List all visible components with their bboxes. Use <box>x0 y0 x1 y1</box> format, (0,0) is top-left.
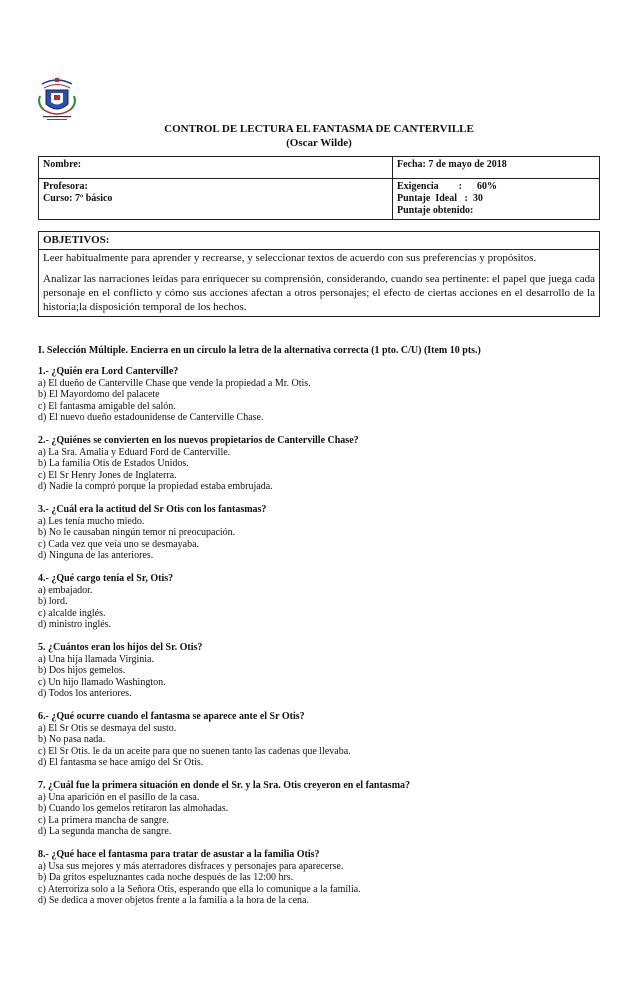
question-title: 6.- ¿Qué ocurre cuando el fantasma se aparece ante el Sr Otis? <box>38 711 305 722</box>
answer-option[interactable]: a) Usa sus mejores y más aterradores disfraces y personajes para aparecerse. <box>38 860 344 872</box>
answer-option[interactable]: a) Una hija llamada Virginia. <box>38 653 154 665</box>
answer-option[interactable]: d) Todos los anteriores. <box>38 688 132 699</box>
question-title: 1.- ¿Quién era Lord Canterville? <box>38 366 179 377</box>
profesora-curso-cell <box>39 179 393 220</box>
answer-option[interactable]: a) El Sr Otis se desmaya del susto. <box>38 722 177 734</box>
exigencia-field: Exigencia : 60% <box>397 181 497 192</box>
answer-option[interactable]: c) Cada vez que veía uno se desmayaba. <box>38 538 200 550</box>
nombre-field[interactable]: Nombre: <box>39 157 393 179</box>
curso-field: Curso: 7º básico <box>43 193 113 204</box>
answer-option[interactable]: d) Nadie la compró porque la propiedad estaba embrujada. <box>38 481 273 492</box>
answer-option[interactable]: a) Les tenía mucho miedo. <box>38 515 145 527</box>
puntaje-obtenido-field[interactable]: Puntaje obtenido: <box>397 205 474 216</box>
question-6 <box>38 711 608 769</box>
answer-option[interactable]: b) lord. <box>38 596 68 607</box>
question-4 <box>38 573 608 631</box>
answer-option[interactable]: b) Da gritos espeluznantes cada noche después de las 12:00 hrs. <box>38 872 294 883</box>
answer-option[interactable]: a) El dueño de Canterville Chase que vende la propiedad a Mr. Otis. <box>38 377 311 389</box>
question-list <box>38 366 608 918</box>
answer-option[interactable]: b) Dos hijos gemelos. <box>38 665 126 676</box>
objective-paragraph: Analizar las narraciones leídas para enriquecer su comprensión, considerando, cuando sea pertinente: el papel que juega cada personaje en el conflicto y cómo sus acciones afectan a otros personajes; el efecto de ciertas acciones en el desarrollo de la historia;la disposición temporal de los hechos. <box>43 273 595 313</box>
answer-option[interactable]: d) El nuevo dueño estadounidense de Canterville Chase. <box>38 412 264 423</box>
objectives-box <box>38 231 600 317</box>
question-title: 4.- ¿Qué cargo tenía el Sr, Otis? <box>38 573 174 584</box>
answer-option[interactable]: d) El fantasma se hace amigo del Sr Otis. <box>38 757 204 768</box>
fecha-field: Fecha: 7 de mayo de 2018 <box>393 157 600 179</box>
answer-option[interactable]: d) Se dedica a mover objetos frente a la familia a la hora de la cena. <box>38 895 309 906</box>
student-info-table <box>38 156 600 220</box>
answer-option[interactable]: c) El Sr Otis. le da un aceite para que no suenen tanto las cadenas que llevaba. <box>38 745 351 757</box>
answer-option[interactable]: c) La primera mancha de sangre. <box>38 814 170 826</box>
objectives-heading: OBJETIVOS: <box>39 232 599 250</box>
question-5 <box>38 642 608 700</box>
answer-option[interactable]: b) El Mayordomo del palacete <box>38 389 160 400</box>
section-instructions: I. Selección Múltiple. Encierra en un círculo la letra de la alternativa correcta (1 pto. C/U) (Item 10 pts.) <box>38 345 481 356</box>
puntaje-ideal-field: Puntaje Ideal : 30 <box>397 193 483 204</box>
answer-option[interactable]: b) No le causaban ningún temor ni preocupación. <box>38 527 236 538</box>
document-subtitle: (Oscar Wilde) <box>286 137 352 149</box>
question-title: 2.- ¿Quiénes se convierten en los nuevos propietarios de Canterville Chase? <box>38 435 359 446</box>
question-8 <box>38 849 608 907</box>
answer-option[interactable]: c) El Sr Henry Jones de Inglaterra. <box>38 469 177 481</box>
question-7 <box>38 780 608 838</box>
answer-option[interactable]: a) Una aparición en el pasillo de la casa. <box>38 791 200 803</box>
answer-option[interactable]: d) Ninguna de las anteriores. <box>38 550 154 561</box>
answer-option[interactable]: b) No pasa nada. <box>38 734 106 745</box>
question-2 <box>38 435 608 493</box>
question-title: 5. ¿Cuántos eran los hijos del Sr. Otis? <box>38 642 203 653</box>
question-1 <box>38 366 608 424</box>
answer-option[interactable]: b) La familia Otis de Estados Unidos. <box>38 458 189 469</box>
answer-option[interactable]: a) embajador. <box>38 584 93 596</box>
objectives-body <box>39 250 599 316</box>
objective-paragraph: Leer habitualmente para aprender y recrearse, y seleccionar textos de acuerdo con sus preferencias y propósitos. <box>43 252 537 264</box>
answer-option[interactable]: a) La Sra. Amalia y Eduard Ford de Canterville. <box>38 446 231 458</box>
answer-option[interactable]: c) alcalde inglés. <box>38 607 106 619</box>
school-logo <box>34 74 80 124</box>
question-title: 3.- ¿Cuál era la actitud del Sr Otis con los fantasmas? <box>38 504 267 515</box>
answer-option[interactable]: d) La segunda mancha de sangre. <box>38 826 172 837</box>
question-title: 8.- ¿Qué hace el fantasma para tratar de asustar a la familia Otis? <box>38 849 320 860</box>
document-title: CONTROL DE LECTURA EL FANTASMA DE CANTERVILLE <box>164 123 474 135</box>
answer-option[interactable]: c) El fantasma amigable del salón. <box>38 400 176 412</box>
answer-option[interactable]: c) Un hijo llamado Washington. <box>38 676 166 688</box>
profesora-field[interactable]: Profesora: <box>43 181 88 192</box>
answer-option[interactable]: d) ministro inglés. <box>38 619 112 630</box>
answer-option[interactable]: b) Cuando los gemelos retiraron las almohadas. <box>38 803 229 814</box>
answer-option[interactable]: c) Aterroriza solo a la Señora Otis, esperando que ella lo comunique a la familia. <box>38 883 361 895</box>
scoring-cell <box>393 179 600 220</box>
question-title: 7. ¿Cuál fue la primera situación en donde el Sr. y la Sra. Otis creyeron en el fantasma? <box>38 780 411 791</box>
question-3 <box>38 504 608 562</box>
